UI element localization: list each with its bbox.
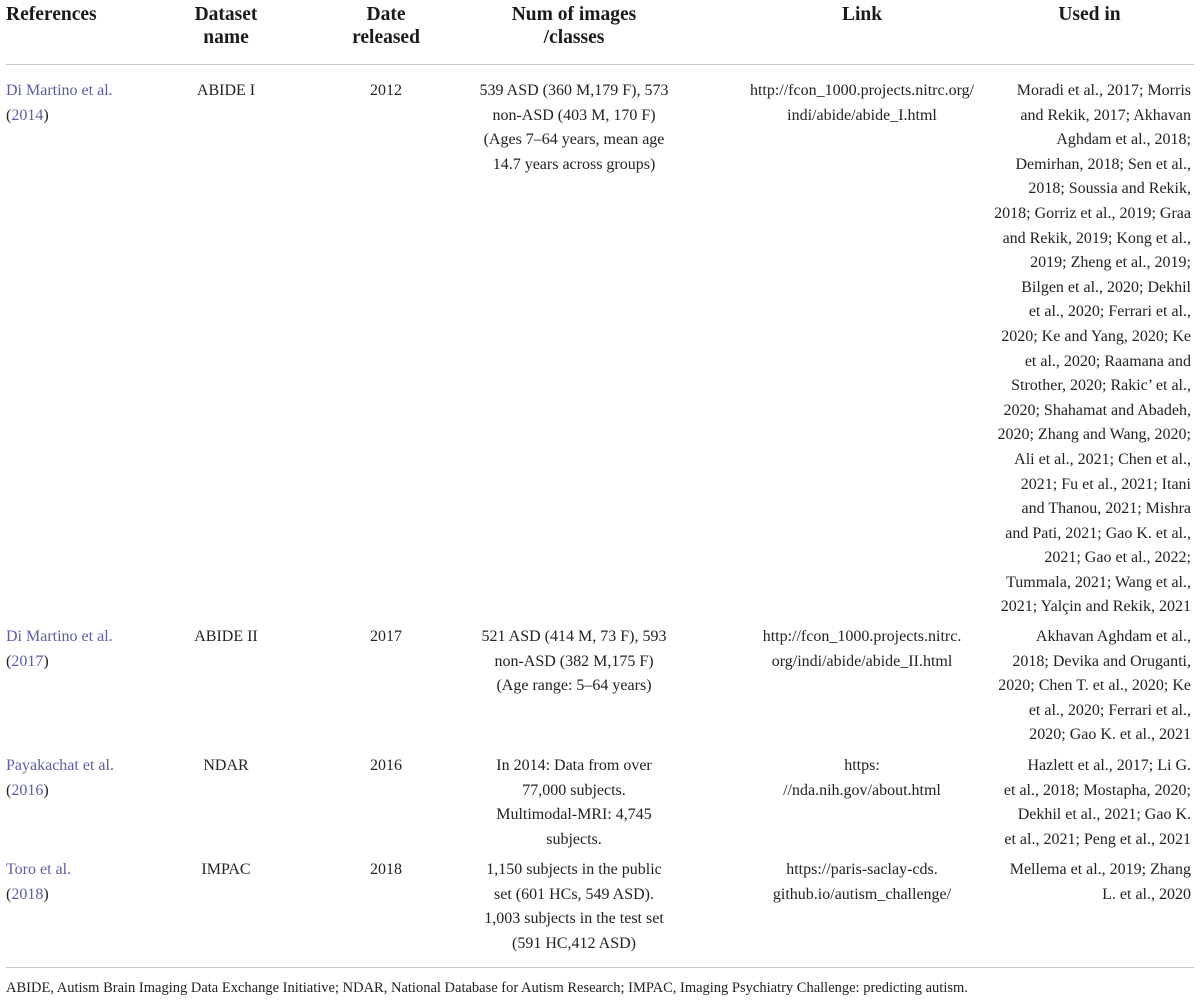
dataset-name-cell: ABIDE II bbox=[194, 628, 258, 645]
reference-author-link[interactable]: Di Martino et al. bbox=[6, 628, 113, 645]
reference-author-link[interactable]: Di Martino et al. bbox=[6, 82, 113, 99]
table-footnote: ABIDE, Autism Brain Imaging Data Exchange Initiative; NDAR, National Database for Autism Research; IMPAC, Imaging Psychiatry Challenge: predicting autism. bbox=[6, 980, 968, 996]
reference-cell: Payakachat et al. (2016) bbox=[6, 757, 114, 799]
date-released-cell: 2016 bbox=[370, 757, 402, 774]
footer-divider bbox=[6, 967, 1194, 968]
dataset-url-link[interactable]: http://fcon_1000.projects.nitrc.org/ indi/abide/abide_I.html bbox=[749, 82, 975, 124]
header-date-released: Date released bbox=[352, 4, 420, 48]
dataset-name-cell: NDAR bbox=[203, 757, 249, 774]
date-released-cell: 2012 bbox=[370, 82, 402, 99]
dataset-name-cell: IMPAC bbox=[201, 861, 251, 878]
dataset-url-link[interactable]: https: //nda.nih.gov/about.html bbox=[783, 757, 941, 799]
header-divider bbox=[6, 64, 1194, 65]
used-in-cell[interactable]: Hazlett et al., 2017; Li G. et al., 2018; Mostapha, 2020; Dekhil et al., 2021; Gao K. et al., 2021; Peng et al., 2021 bbox=[1003, 757, 1191, 848]
used-in-cell[interactable]: Mellema et al., 2019; Zhang L. et al., 2020 bbox=[1009, 861, 1191, 903]
reference-year-link[interactable]: 2014 bbox=[11, 106, 44, 124]
header-num-images: Num of images /classes bbox=[511, 4, 637, 48]
num-images-cell: 521 ASD (414 M, 73 F), 593 non-ASD (382 M,175 F) (Age range: 5–64 years) bbox=[481, 628, 667, 695]
reference-year-link[interactable]: 2017 bbox=[11, 652, 44, 670]
reference-cell: Di Martino et al. (2017) bbox=[6, 628, 113, 670]
date-released-cell: 2017 bbox=[370, 628, 402, 645]
reference-author-link[interactable]: Payakachat et al. bbox=[6, 757, 114, 774]
header-used-in: Used in bbox=[1058, 4, 1121, 25]
reference-year-link[interactable]: 2018 bbox=[11, 885, 44, 903]
dataset-url-link[interactable]: http://fcon_1000.projects.nitrc. org/indi/abide/abide_II.html bbox=[762, 628, 962, 670]
reference-author-link[interactable]: Toro et al. bbox=[6, 861, 72, 878]
header-references: References bbox=[6, 4, 97, 25]
date-released-cell: 2018 bbox=[370, 861, 402, 878]
reference-cell: Di Martino et al. (2014) bbox=[6, 82, 113, 124]
num-images-cell: 1,150 subjects in the public set (601 HCs, 549 ASD). 1,003 subjects in the test set (591 HC,412 ASD) bbox=[484, 861, 664, 952]
num-images-cell: 539 ASD (360 M,179 F), 573 non-ASD (403 M, 170 F) (Ages 7–64 years, mean age 14.7 years across groups) bbox=[479, 82, 669, 173]
reference-cell: Toro et al. (2018) bbox=[6, 861, 72, 903]
num-images-cell: In 2014: Data from over 77,000 subjects. Multimodal-MRI: 4,745 subjects. bbox=[496, 757, 652, 848]
used-in-cell[interactable]: Moradi et al., 2017; Morris and Rekik, 2017; Akhavan Aghdam et al., 2018; Demirhan, 2018; Sen et al., 2018; Soussia and Rekik, 2018; Gorriz et al., 2019; Graa and Rekik, 2019; Kong et al., 2019; Zheng et al., 2019; Bilgen et al., 2020; Dekhil et al., 2020; Ferrari et al., 2020; Ke and Yang, 2020; Ke et al., 2020; Raamana and Strother, 2020; Rakic’ et al., 2020; Shahamat and Abadeh, 2020; Zhang and Wang, 2020; Ali et al., 2021; Chen et al., 2021; Fu et al., 2021; Itani and Thanou, 2021; Mishra and Pati, 2021; Gao K. et al., 2021; Gao et al., 2022; Tummala, 2021; Wang et al., 2021; Yalçin and Rekik, 2021 bbox=[994, 82, 1191, 616]
reference-year-link[interactable]: 2016 bbox=[11, 781, 44, 799]
header-link: Link bbox=[841, 4, 883, 25]
dataset-url-link[interactable]: https://paris-saclay-cds. github.io/autism_challenge/ bbox=[772, 861, 952, 903]
dataset-name-cell: ABIDE I bbox=[196, 82, 256, 99]
header-dataset-name: Dataset name bbox=[194, 4, 258, 48]
used-in-cell[interactable]: Akhavan Aghdam et al., 2018; Devika and Oruganti, 2020; Chen T. et al., 2020; Ke et al., 2020; Ferrari et al., 2020; Gao K. et al., 2021 bbox=[998, 628, 1191, 744]
